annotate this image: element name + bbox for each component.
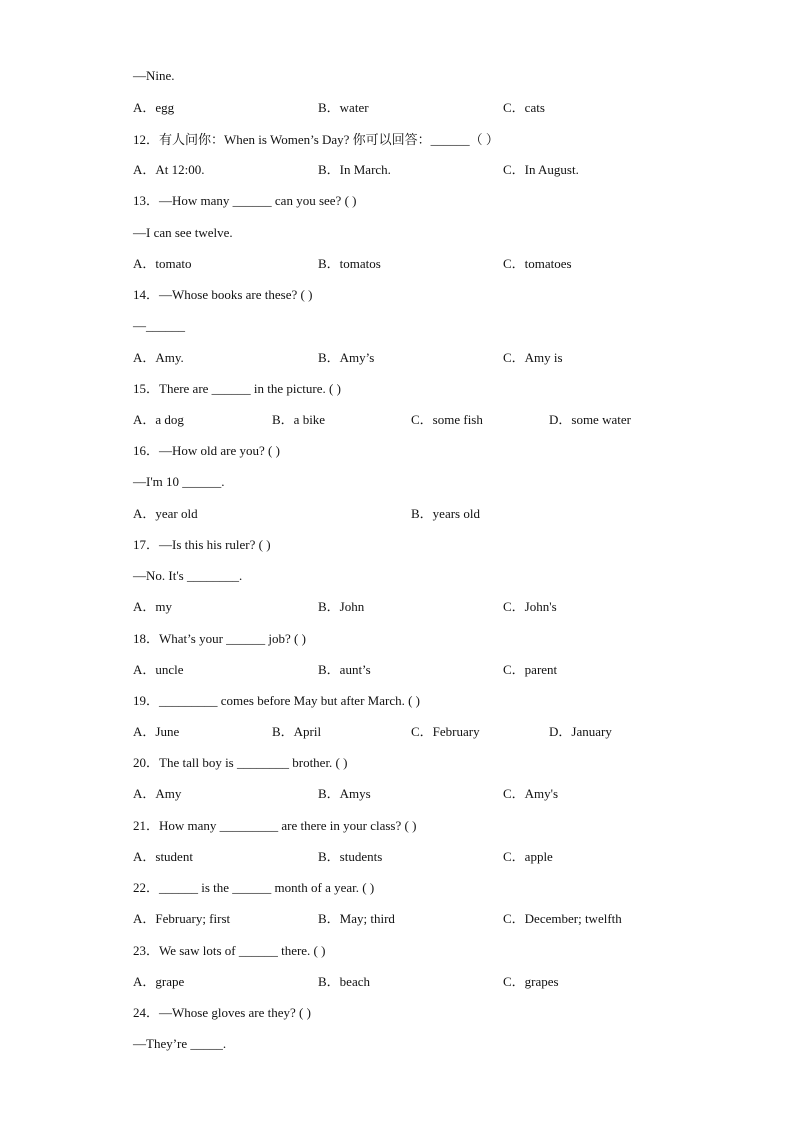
option-12-a: A．At 12:00. [133, 162, 205, 177]
option-16-b: B．years old [411, 506, 480, 521]
option-16-a: A．year old [133, 506, 198, 521]
option-17-c: C．John's [503, 599, 557, 614]
option-22-b: B．May; third [318, 911, 395, 926]
option-17-b: B．John [318, 599, 365, 614]
option-21-a: A．student [133, 849, 193, 864]
question-19: 19．_________ comes before May but after March. ( ) [133, 693, 420, 708]
option-14-c: C．Amy is [503, 350, 563, 365]
answer-line-16: —I'm 10 ______. [133, 474, 225, 489]
answer-line-17: —No. It's ________. [133, 568, 243, 583]
answer-line-24: —They’re _____. [133, 1036, 227, 1051]
question-24: 24．—Whose gloves are they? ( ) [133, 1005, 311, 1020]
option-13-b: B．tomatos [318, 256, 381, 271]
option-15-d: D．some water [549, 412, 631, 427]
option-15-c: C．some fish [411, 412, 483, 427]
option-19-b: B．April [272, 724, 322, 739]
answer-line-13: —I can see twelve. [133, 225, 233, 240]
option-11-b: B．water [318, 100, 369, 115]
option-19-a: A．June [133, 724, 180, 739]
option-19-d: D．January [549, 724, 612, 739]
option-17-a: A．my [133, 599, 173, 614]
option-11-c: C．cats [503, 100, 545, 115]
question-16: 16．—How old are you? ( ) [133, 443, 280, 458]
option-21-c: C．apple [503, 849, 553, 864]
option-15-a: A．a dog [133, 412, 184, 427]
option-23-c: C．grapes [503, 974, 559, 989]
option-22-a: A．February; first [133, 911, 231, 926]
question-22: 22．______ is the ______ month of a year. ( ) [133, 880, 375, 895]
question-21: 21．How many _________ are there in your class? ( ) [133, 818, 417, 833]
question-18: 18．What’s your ______ job? ( ) [133, 631, 306, 646]
option-11-a: A．egg [133, 100, 175, 115]
option-20-c: C．Amy's [503, 786, 559, 801]
answer-line-11: —Nine. [133, 68, 175, 83]
question-17: 17．—Is this his ruler? ( ) [133, 537, 271, 552]
question-13: 13．—How many ______ can you see? ( ) [133, 193, 357, 208]
option-23-a: A．grape [133, 974, 185, 989]
option-13-c: C．tomatoes [503, 256, 572, 271]
option-13-a: A．tomato [133, 256, 192, 271]
option-18-b: B．aunt’s [318, 662, 371, 677]
option-20-a: A．Amy [133, 786, 182, 801]
option-18-a: A．uncle [133, 662, 184, 677]
question-20: 20．The tall boy is ________ brother. ( ) [133, 755, 348, 770]
option-12-b: B．In March. [318, 162, 391, 177]
option-20-b: B．Amys [318, 786, 371, 801]
question-12: 12．有人问你：When is Women’s Day? 你可以回答：______（ ） [133, 132, 499, 147]
option-19-c: C．February [411, 724, 480, 739]
option-18-c: C．parent [503, 662, 558, 677]
option-14-a: A．Amy. [133, 350, 184, 365]
option-14-b: B．Amy’s [318, 350, 375, 365]
option-21-b: B．students [318, 849, 383, 864]
question-14: 14．—Whose books are these? ( ) [133, 287, 313, 302]
option-15-b: B．a bike [272, 412, 326, 427]
question-15: 15．There are ______ in the picture. ( ) [133, 381, 341, 396]
answer-line-14: —______ [133, 318, 185, 333]
question-23: 23．We saw lots of ______ there. ( ) [133, 943, 326, 958]
option-22-c: C．December; twelfth [503, 911, 622, 926]
option-23-b: B．beach [318, 974, 370, 989]
option-12-c: C．In August. [503, 162, 579, 177]
